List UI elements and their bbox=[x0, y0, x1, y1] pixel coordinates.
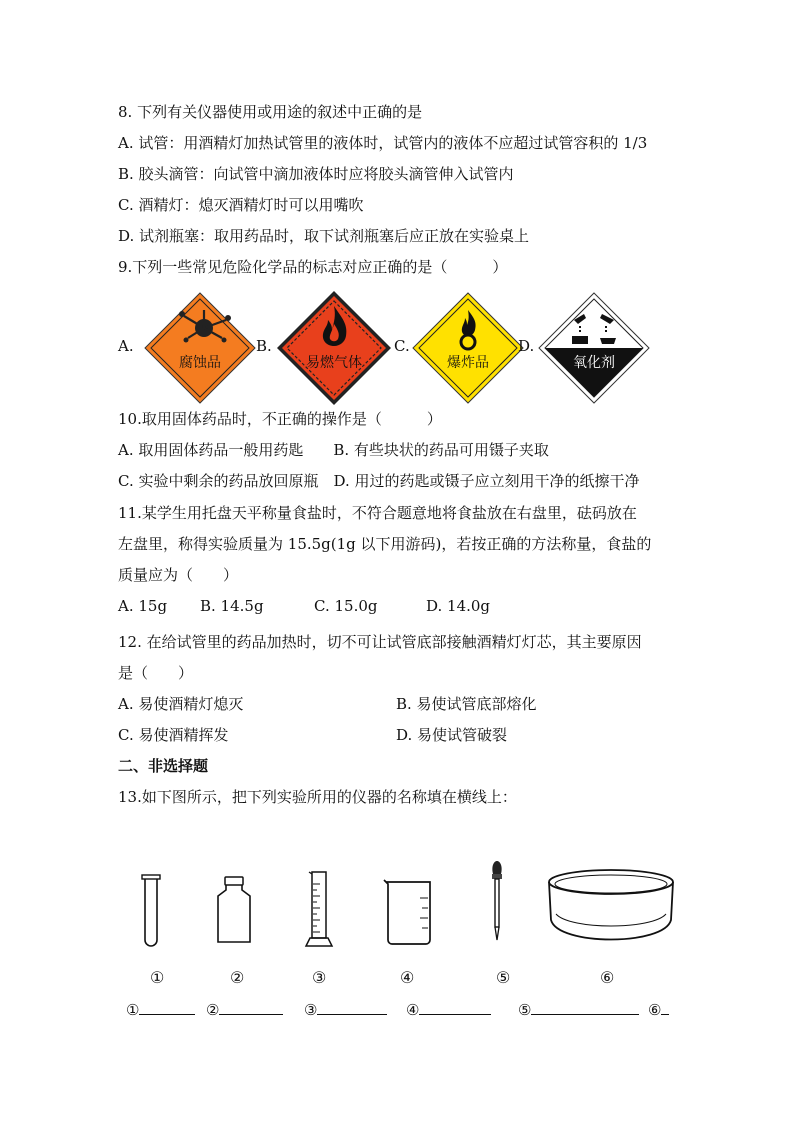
answer-blank-2[interactable] bbox=[206, 998, 283, 1019]
q11-option-c: C. 15.0g bbox=[314, 597, 378, 615]
blank-2-underline[interactable] bbox=[219, 998, 283, 1015]
apparatus-number-4: ④ bbox=[400, 968, 415, 987]
q13-stem: 13.如下图所示，把下列实验所用的仪器的名称填在横线上： bbox=[118, 788, 517, 806]
blank-6-underline[interactable] bbox=[661, 998, 669, 1015]
blank-2-label: ② bbox=[206, 1001, 220, 1019]
q12-option-c: C. 易使酒精挥发 bbox=[118, 726, 229, 744]
q8-option-b: B. 胶头滴管：向试管中滴加液体时应将胶头滴管伸入试管内 bbox=[118, 165, 514, 183]
sign-c-label: 爆炸品 bbox=[447, 355, 489, 371]
blank-3-label: ③ bbox=[304, 1001, 318, 1019]
q11-line-2: 左盘里，称得实验质量为 15.5g(1g 以下用游码)，若按正确的方法称量，食盐的 bbox=[118, 535, 652, 553]
q10-options-ab: A. 取用固体药品一般用药匙 B. 有些块状的药品可用镊子夹取 bbox=[118, 441, 549, 459]
explosion-icon bbox=[142, 290, 258, 406]
q12-option-b: B. 易使试管底部熔化 bbox=[396, 695, 537, 713]
q12-line-1: 12. 在给试管里的药品加热时，切不可让试管底部接触酒精灯灯芯，其主要原因 bbox=[118, 633, 642, 651]
q8-stem: 8. 下列有关仪器使用或用途的叙述中正确的是 bbox=[118, 103, 423, 121]
sign-b-letter: B. bbox=[256, 337, 272, 355]
q8-option-d: D. 试剂瓶塞：取用药品时，取下试剂瓶塞后应正放在实验桌上 bbox=[118, 227, 530, 245]
test-tube-icon bbox=[140, 874, 162, 952]
graduated-cylinder-icon bbox=[304, 870, 338, 950]
q10-stem: 10.取用固体药品时，不正确的操作是（ ） bbox=[118, 410, 442, 428]
blank-1-label: ① bbox=[126, 1001, 140, 1019]
sign-a-label: 腐蚀品 bbox=[179, 355, 221, 371]
reagent-bottle-icon bbox=[214, 876, 254, 946]
answer-blank-1[interactable] bbox=[126, 998, 195, 1019]
section-heading: 二、非选择题 bbox=[118, 757, 209, 775]
beaker-icon bbox=[382, 878, 436, 946]
blank-5-label: ⑤ bbox=[518, 1001, 532, 1019]
answer-blank-6[interactable] bbox=[648, 998, 669, 1019]
blank-1-underline[interactable] bbox=[139, 998, 195, 1015]
blank-6-label: ⑥ bbox=[648, 1001, 662, 1019]
q8-option-a: A. 试管：用酒精灯加热试管里的液体时，试管内的液体不应超过试管容积的 1/3 bbox=[118, 134, 648, 152]
q12-option-d: D. 易使试管破裂 bbox=[396, 726, 508, 744]
q11-option-a: A. 15g bbox=[118, 597, 168, 615]
q10-options-cd: C. 实验中剩余的药品放回原瓶 D. 用过的药匙或镊子应立刻用干净的纸擦干净 bbox=[118, 472, 640, 490]
q11-option-d: D. 14.0g bbox=[426, 597, 491, 615]
corrosion-icon bbox=[536, 290, 652, 406]
sign-a-letter: A. bbox=[118, 337, 134, 355]
sign-d-letter: D. bbox=[518, 337, 535, 355]
q8-option-c: C. 酒精灯：熄灭酒精灯时可以用嘴吹 bbox=[118, 196, 364, 214]
hazard-sign-row bbox=[118, 290, 658, 410]
evaporating-dish-icon bbox=[546, 866, 676, 946]
flame-icon bbox=[276, 290, 392, 406]
apparatus-number-5: ⑤ bbox=[496, 968, 511, 987]
answer-blank-5[interactable] bbox=[518, 998, 639, 1019]
blank-4-label: ④ bbox=[406, 1001, 420, 1019]
apparatus-number-6: ⑥ bbox=[600, 968, 615, 987]
hazard-sign-c bbox=[410, 290, 526, 406]
hazard-sign-a bbox=[142, 290, 258, 406]
q9-stem: 9.下列一些常见危险化学品的标志对应正确的是（ ） bbox=[118, 258, 508, 276]
answer-blank-3[interactable] bbox=[304, 998, 387, 1019]
hazard-sign-d bbox=[536, 290, 652, 406]
q11-option-b: B. 14.5g bbox=[200, 597, 264, 615]
q12-line-2: 是（ ） bbox=[118, 664, 194, 682]
apparatus-number-3: ③ bbox=[312, 968, 327, 987]
blank-4-underline[interactable] bbox=[419, 998, 491, 1015]
q11-line-3: 质量应为（ ） bbox=[118, 566, 239, 584]
apparatus-number-1: ① bbox=[150, 968, 165, 987]
answer-blank-4[interactable] bbox=[406, 998, 491, 1019]
blank-3-underline[interactable] bbox=[317, 998, 387, 1015]
sign-b-label: 易燃气体 bbox=[306, 355, 362, 371]
apparatus-number-2: ② bbox=[230, 968, 245, 987]
q11-line-1: 11.某学生用托盘天平称量食盐时，不符合题意地将食盐放在右盘里，砝码放在 bbox=[118, 504, 637, 522]
sign-c-letter: C. bbox=[394, 337, 410, 355]
q12-option-a: A. 易使酒精灯熄灭 bbox=[118, 695, 244, 713]
hazard-sign-b bbox=[276, 290, 392, 406]
sign-d-label: 氧化剂 bbox=[573, 355, 615, 371]
dropper-icon bbox=[488, 860, 506, 942]
blank-5-underline[interactable] bbox=[531, 998, 639, 1015]
flame-over-circle-icon bbox=[410, 290, 526, 406]
